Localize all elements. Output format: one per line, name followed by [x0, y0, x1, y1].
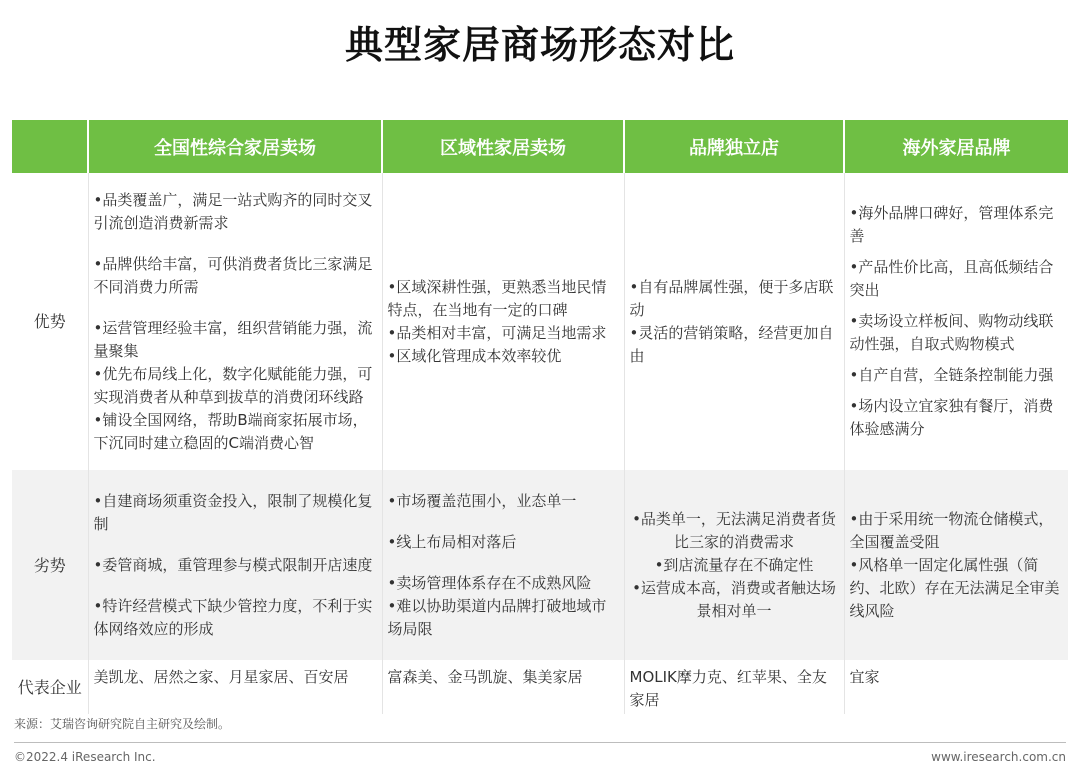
cell-advantages-national — [88, 173, 382, 470]
comparison-table — [12, 120, 1068, 714]
list-item: •产品性价比高，且高低频结合突出 — [849, 258, 1054, 299]
list-item: •自有品牌属性强，便于多店联动 — [629, 277, 834, 319]
header-overseas-brand: 海外家居品牌 — [844, 120, 1068, 173]
list-item: •运营管理经验丰富，组织营销能力强，流量聚集 — [93, 318, 373, 360]
header-corner — [12, 120, 88, 173]
header-regional-mall: 区域性家居卖场 — [382, 120, 624, 173]
list-item: •线上布局相对落后 — [387, 532, 517, 551]
list-item: •特许经营模式下缺少管控力度，不利于实体网络效应的形成 — [93, 596, 373, 638]
cell-disadvantages-national — [88, 470, 382, 660]
footer-website: www.iresearch.com.cn — [931, 750, 1066, 764]
list-item: •到店流量存在不确定性 — [654, 555, 814, 574]
list-item: •风格单一固定化属性强（简约、北欧）存在无法满足全审美线风险 — [849, 555, 1060, 620]
list-item: •品牌供给丰富，可供消费者货比三家满足不同消费力所需 — [93, 254, 373, 296]
cell-representatives-national: 美凯龙、居然之家、月星家居、百安居 — [88, 660, 382, 714]
list-item: •自建商场须重资金投入，限制了规模化复制 — [93, 491, 373, 533]
list-item: •卖场管理体系存在不成熟风险 — [387, 573, 592, 592]
list-item: •卖场设立样板间、购物动线联动性强，自取式购物模式 — [849, 312, 1054, 353]
list-item: •市场覆盖范围小，业态单一 — [387, 491, 577, 510]
list-item: •难以协助渠道内品牌打破地域市场局限 — [387, 596, 607, 638]
cell-disadvantages-overseas — [844, 470, 1068, 660]
cell-disadvantages-brand-store — [624, 470, 844, 660]
list-item: •品类相对丰富，可满足当地需求 — [387, 323, 607, 342]
list-item: •运营成本高，消费或者触达场景相对单一 — [632, 578, 836, 620]
list-item: •委管商城，重管理参与模式限制开店速度 — [93, 555, 373, 574]
row-label-disadvantages: 劣势 — [12, 470, 88, 660]
list-item: •场内设立宜家独有餐厅，消费体验感满分 — [849, 397, 1054, 438]
list-item: •区域化管理成本效率较优 — [387, 346, 562, 365]
cell-advantages-regional — [382, 173, 624, 470]
list-item: •由于采用统一物流仓储模式，全国覆盖受阻 — [849, 509, 1054, 551]
cell-representatives-regional: 富森美、金马凯旋、集美家居 — [382, 660, 624, 714]
list-item: •铺设全国网络，帮助B端商家拓展市场，下沉同时建立稳固的C端消费心智 — [93, 410, 368, 452]
list-item: •区域深耕性强，更熟悉当地民情特点，在当地有一定的口碑 — [387, 277, 607, 319]
table-row-advantages — [12, 173, 1068, 470]
table-row-disadvantages — [12, 470, 1068, 660]
footer-copyright: ©2022.4 iResearch Inc. — [14, 750, 156, 764]
list-item: •灵活的营销策略，经营更加自由 — [629, 323, 834, 365]
source-note: 来源：艾瑞咨询研究院自主研究及绘制。 — [14, 717, 231, 731]
list-item: •品类覆盖广，满足一站式购齐的同时交叉引流创造消费新需求 — [93, 190, 373, 232]
row-label-advantages: 优势 — [12, 173, 88, 470]
row-label-representatives: 代表企业 — [12, 660, 88, 714]
cell-representatives-brand-store: MOLIK摩力克、红苹果、全友家居 — [624, 660, 844, 714]
cell-advantages-brand-store — [624, 173, 844, 470]
footer-divider — [14, 742, 1066, 743]
cell-representatives-overseas: 宜家 — [844, 660, 1068, 714]
table-header-row — [12, 120, 1068, 173]
cell-advantages-overseas — [844, 173, 1068, 470]
header-brand-store: 品牌独立店 — [624, 120, 844, 173]
cell-disadvantages-regional — [382, 470, 624, 660]
list-item: •品类单一，无法满足消费者货比三家的消费需求 — [632, 509, 836, 551]
list-item: •自产自营，全链条控制能力强 — [849, 366, 1054, 384]
page-title: 典型家居商场形态对比 — [344, 23, 735, 67]
list-item: •优先布局线上化，数字化赋能能力强，可实现消费者从种草到拔草的消费闭环线路 — [93, 364, 373, 406]
table-row-representatives — [12, 660, 1068, 714]
list-item: •海外品牌口碑好，管理体系完善 — [849, 204, 1054, 245]
header-national-mall: 全国性综合家居卖场 — [88, 120, 382, 173]
